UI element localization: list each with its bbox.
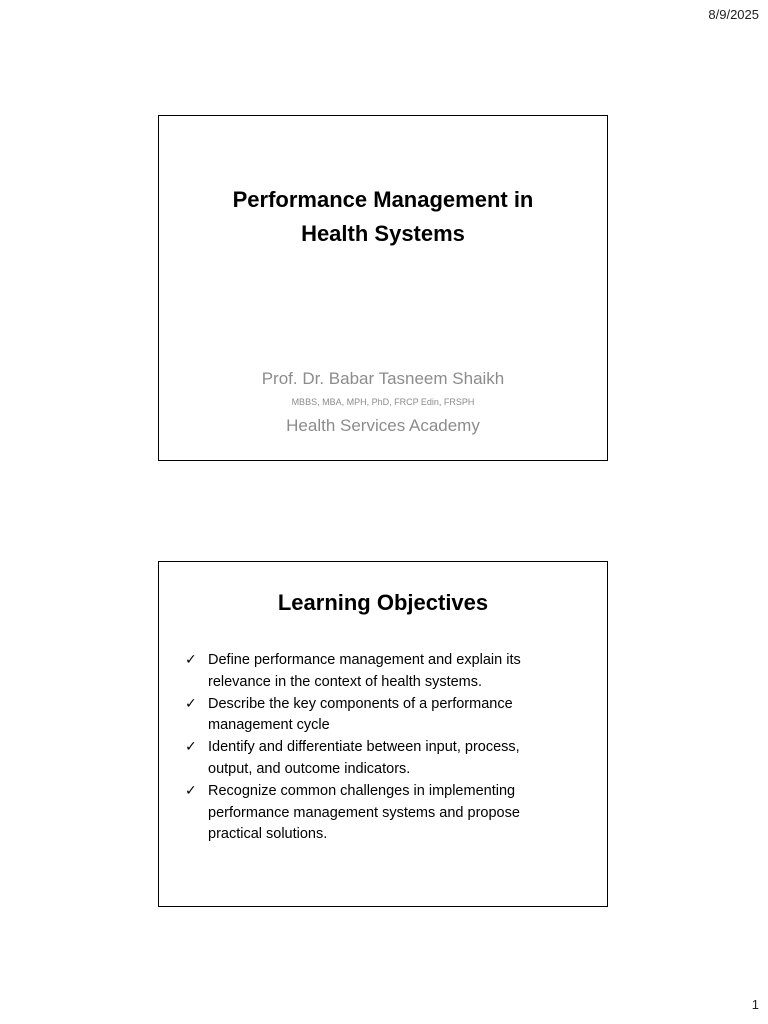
objective-text: Describe the key components of a performance management cycle	[208, 695, 513, 734]
objective-item	[185, 781, 567, 846]
title-slide	[158, 115, 608, 461]
check-icon: ✓	[185, 782, 197, 799]
learning-objectives-slide	[158, 561, 608, 907]
slide-title-line-1: Performance Management in	[232, 187, 534, 212]
objective-item	[185, 737, 567, 781]
objectives-list	[185, 650, 567, 846]
objective-text: Identify and differentiate between input, process, output, and outcome indicators.	[208, 739, 520, 777]
check-icon: ✓	[185, 695, 197, 712]
page-date: 8/9/2025	[708, 7, 759, 22]
author-name: Prof. Dr. Babar Tasneem Shaikh	[261, 369, 505, 388]
check-icon: ✓	[185, 739, 197, 756]
objective-item	[185, 694, 567, 738]
objective-item	[185, 650, 567, 694]
page-number: 1	[751, 997, 759, 1012]
objectives-title: Learning Objectives	[277, 590, 489, 615]
slide-title-line-2: Health Systems	[301, 221, 465, 246]
institution-name: Health Services Academy	[286, 416, 480, 435]
author-credentials: MBBS, MBA, MPH, PhD, FRCP Edin, FRSPH	[291, 397, 475, 407]
slide-title	[159, 183, 607, 251]
check-icon: ✓	[185, 652, 197, 668]
objective-text: Define performance management and explain its relevance in the context of health systems.	[208, 652, 521, 690]
objective-text: Recognize common challenges in implementing performance management systems and propose practical solutions.	[208, 782, 520, 843]
